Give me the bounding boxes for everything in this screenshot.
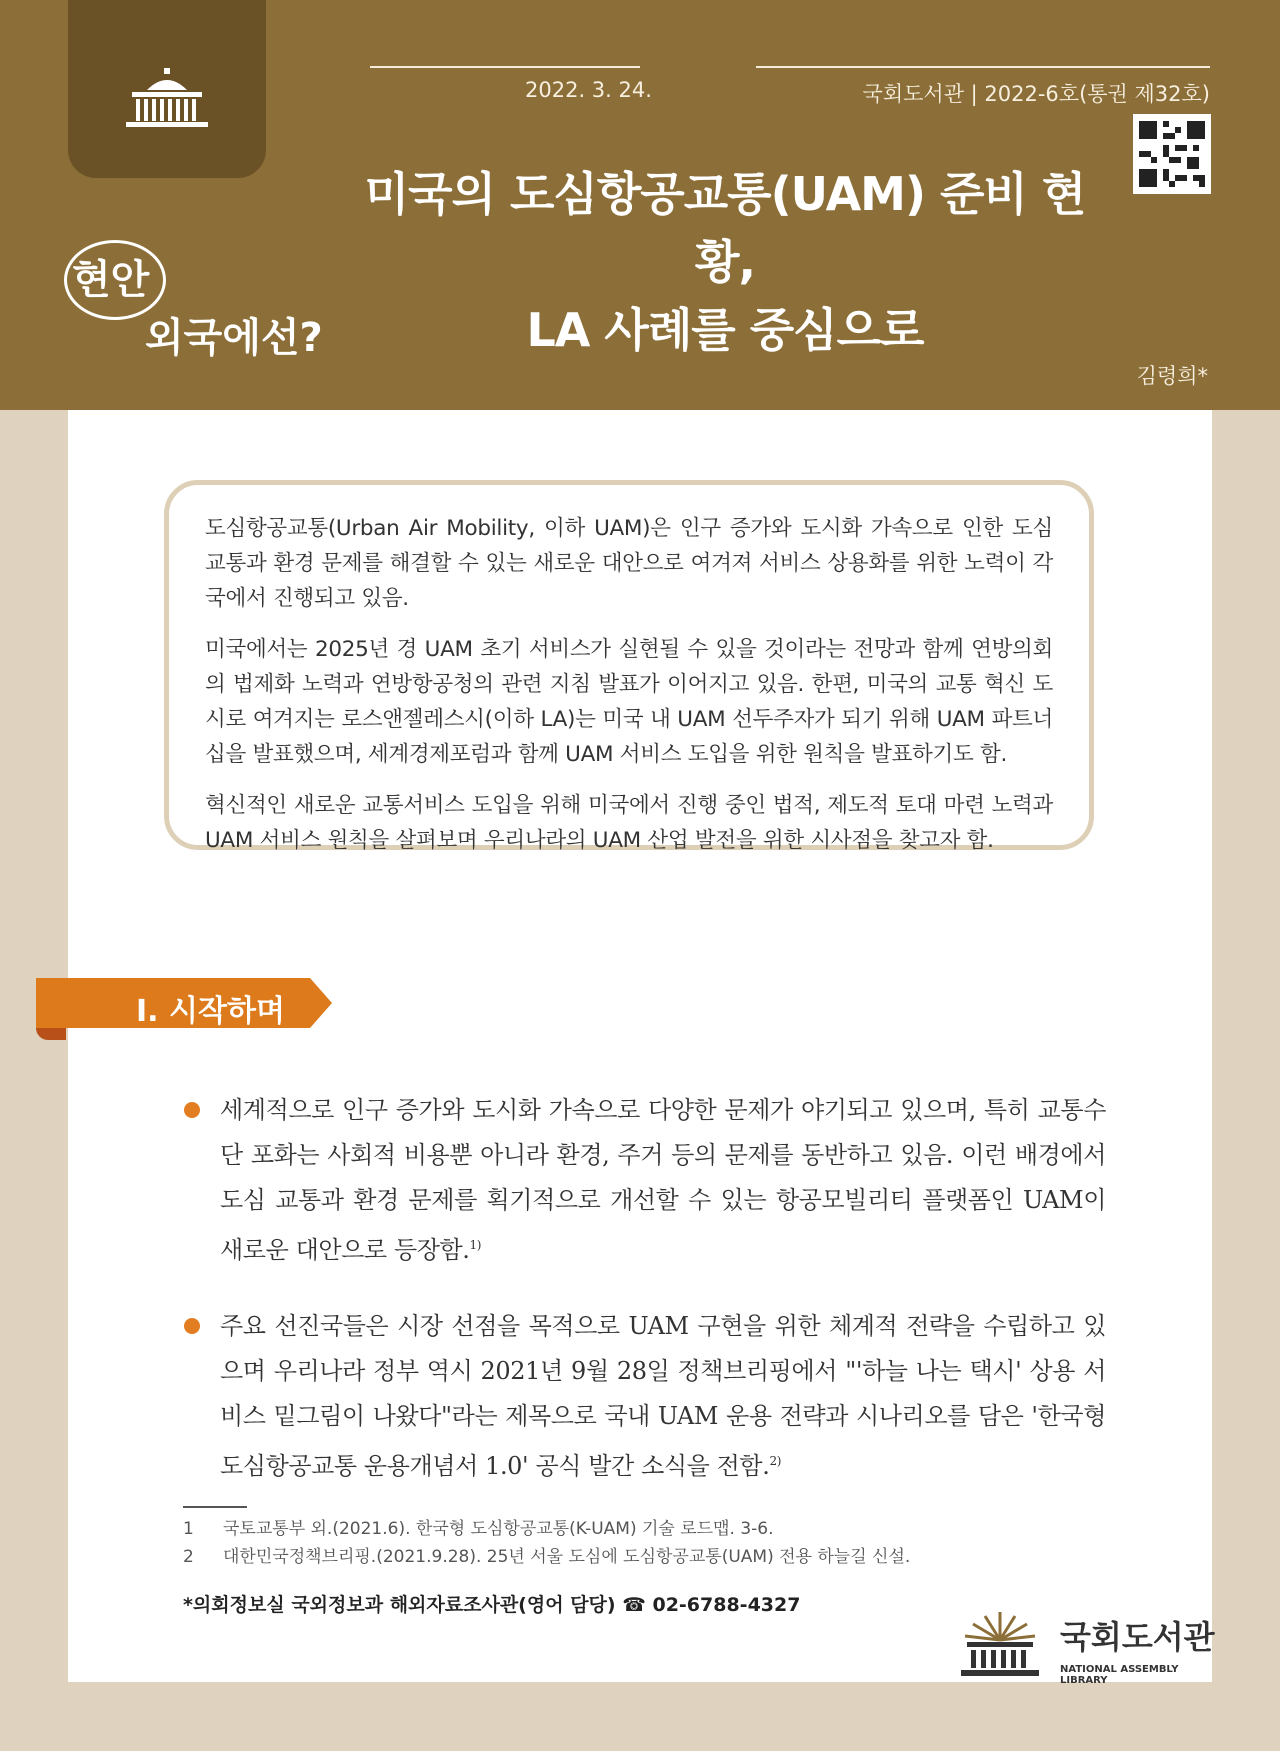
section-heading <box>36 978 332 1028</box>
title-line-1: 미국의 도심항공교통(UAM) 준비 현황, <box>364 167 1086 289</box>
footnote-text: 대한민국정책브리핑.(2021.9.28). 25년 서울 도심에 도심항공교통(UAM) 전용 하늘길 신설. <box>223 1547 911 1567</box>
series-label-bottom: 외국에선? <box>145 315 323 361</box>
summary-paragraph: 미국에서는 2025년 경 UAM 초기 서비스가 실현될 수 있을 것이라는 전망과 함께 연방의회의 법제화 노력과 연방항공청의 관련 지침 발표가 이어지고 있음. 한편, 미국의 교통 혁신 도시로 여겨지는 로스앤젤레스시(이하 LA)는 미국 내 UAM 선두주자가 되기 위해 UAM 파트너십을 발표했으며, 세계경제포럼과 함께 UAM 서비스 도입을 위한 원칙을 발표하기도 함. <box>205 637 1053 767</box>
summary-box <box>164 480 1094 853</box>
library-name-en: NATIONAL ASSEMBLY LIBRARY <box>1060 1664 1179 1686</box>
bullet-dot-icon <box>184 1318 200 1334</box>
title-line-2: LA 사례를 중심으로 <box>526 303 924 357</box>
page-title <box>340 160 1110 364</box>
header-rule-right <box>756 66 1210 68</box>
library-name: 국회도서관 <box>1060 1618 1215 1656</box>
footnote-text: 국토교통부 외.(2021.6). 한국형 도심항공교통(K-UAM) 기술 로드맵. 3-6. <box>223 1519 774 1539</box>
footnote-ref[interactable]: 2) <box>769 1454 781 1468</box>
assembly-dome-icon <box>112 68 222 132</box>
footnote-divider <box>183 1506 247 1508</box>
author-contact: *의회정보실 국외정보과 해외자료조사관(영어 담당) ☎ 02-6788-4327 <box>183 1594 801 1616</box>
library-logo <box>955 1608 1215 1686</box>
header-band <box>0 0 1280 410</box>
library-emblem-icon <box>955 1608 1045 1682</box>
list-item <box>220 1088 1106 1273</box>
footnote <box>183 1514 774 1539</box>
bullet-dot-icon <box>184 1102 200 1118</box>
assembly-logo-tab <box>68 0 266 178</box>
footnote-ref[interactable]: 1) <box>469 1238 482 1252</box>
bullet-text: 세계적으로 인구 증가와 도시화 가속으로 다양한 문제가 야기되고 있으며, 특히 교통수단 포화는 사회적 비용뿐 아니라 환경, 주거 등의 문제를 동반하고 있음. 이런 배경에서 도심 교통과 환경 문제를 획기적으로 개선할 수 있는 항공모빌리티 플랫폼인 UAM이 새로운 대안으로 등장함. <box>220 1096 1106 1264</box>
page-body <box>68 410 1212 1682</box>
series-label-top: 현안 <box>72 257 150 303</box>
author-name: 김령희* <box>1136 364 1208 388</box>
list-item <box>220 1304 1106 1489</box>
footnote <box>183 1542 910 1567</box>
header-rule-left <box>370 66 640 68</box>
issue-number: 국회도서관 | 2022-6호(통권 제32호) <box>862 82 1210 106</box>
footnote-number: 2 <box>183 1547 194 1567</box>
footnote-number: 1 <box>183 1519 194 1539</box>
bullet-text: 주요 선진국들은 시장 선점을 목적으로 UAM 구현을 위한 체계적 전략을 수립하고 있으며 우리나라 정부 역시 2021년 9월 28일 정책브리핑에서 "'하늘 나는 택시' 상용 서비스 밑그림이 나왔다"라는 제목으로 국내 UAM 운용 전략과 시나리오를 담은 '한국형 도심항공교통 운용개념서 1.0' 공식 발간 소식을 전함. <box>220 1312 1106 1480</box>
summary-paragraph: 혁신적인 새로운 교통서비스 도입을 위해 미국에서 진행 중인 법적, 제도적 토대 마련 노력과 UAM 서비스 원칙을 살펴보며 우리나라의 UAM 산업 발전을 위한 시사점을 찾고자 함. <box>205 793 1053 853</box>
summary-paragraph: 도심항공교통(Urban Air Mobility, 이하 UAM)은 인구 증가와 도시화 가속으로 인한 도심 교통과 환경 문제를 해결할 수 있는 새로운 대안으로 여겨져 서비스 상용화를 위한 노력이 각국에서 진행되고 있음. <box>205 516 1053 611</box>
section-title: Ⅰ. 시작하며 <box>136 994 285 1029</box>
qr-code[interactable] <box>1133 114 1211 194</box>
publication-date: 2022. 3. 24. <box>525 78 652 102</box>
